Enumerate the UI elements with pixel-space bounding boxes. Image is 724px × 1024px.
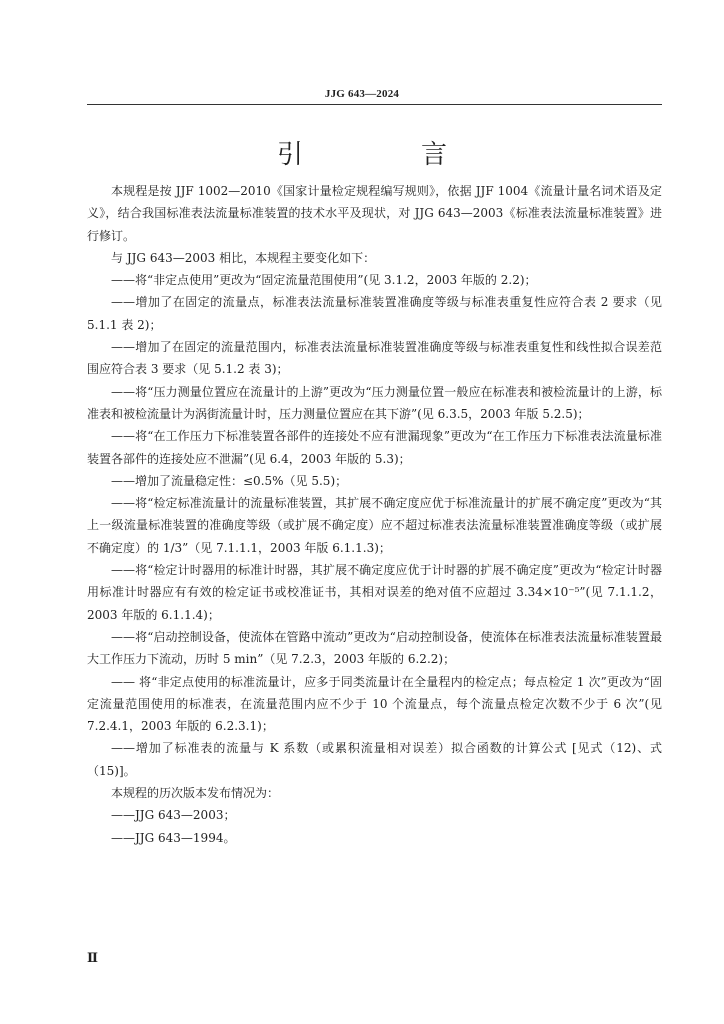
paragraph-change-10: —— 将“非定点使用的标准流量计，应多于同类流量计在全量程内的检定点；每点检定 1 次”更改为“固定流量范围使用的标准表，在流量范围内应不少于 10 个流量点，每个流量点检定次数不少于 6 次”(见 7.2.4.1，2003 年版的 6.2.3.1)； bbox=[87, 674, 662, 734]
paragraph-change-6: ——增加了流量稳定性：≤0.5%（见 5.5)； bbox=[111, 473, 348, 488]
paragraph-change-5: ——将“在工作压力下标准装置各部件的连接处不应有泄漏现象”更改为“在工作压力下标准表法流量标准装置各部件的连接处应不泄漏”(见 6.4，2003 年版的 5.3)； bbox=[87, 429, 662, 466]
paragraph-change-7: ——将“检定标准流量计的流量标准装置，其扩展不确定度应优于标准流量计的扩展不确定度”更改为“其上一级流量标准装置的准确度等级（或扩展不确定度）应不超过标准表法流量标准装置准确度等级（或扩展不确定度）的 1/3”（见 7.1.1.1，2003 年版 6.1.1.3)； bbox=[87, 496, 662, 555]
paragraph-change-8: ——将“检定计时器用的标准计时器，其扩展不确定度应优于计时器的扩展不确定度”更改为“检定计时器用标准计时器应有有效的检定证书或校准证书，其相对误差的绝对值不应超过 3.34×10⁻⁵”(见 7.1.1.2，2003 年版的 6.1.1.4)； bbox=[87, 563, 662, 622]
paragraph-change-11: ——增加了标准表的流量与 K 系数（或累积流量相对误差）拟合函数的计算公式 [见式（12)、式（15)]。 bbox=[87, 741, 662, 778]
paragraph-change-1: ——将“非定点使用”更改为“固定流量范围使用”(见 3.1.2，2003 年版的 2.2)； bbox=[111, 273, 537, 288]
paragraph-history-heading: 本规程的历次版本发布情况为： bbox=[111, 786, 280, 801]
paragraph-intro: 本规程是按 JJF 1002—2010《国家计量检定规程编写规则》，依据 JJF 1004《流量计量名词术语及定义》，结合我国标准表法流量标准装置的技术水平及现状，对 JJG 643—2003《标准表法流量标准装置》进行修订。 bbox=[87, 184, 662, 243]
paragraph-change-2: ——增加了在固定的流量点，标准表法流量标准装置准确度等级与标准表重复性应符合表 2 要求（见 5.1.1 表 2)； bbox=[87, 295, 662, 332]
paragraph-change-9: ——将“启动控制设备，使流体在管路中流动”更改为“启动控制设备，使流体在标准表法流量标准装置最大工作压力下流动，历时 5 min”（见 7.2.3，2003 年版的 6.2.2)； bbox=[87, 629, 662, 667]
page-number: Ⅱ bbox=[87, 950, 98, 965]
paragraph-history-1: ——JJG 643—2003； bbox=[111, 808, 236, 823]
standard-code-header: JJG 643—2024 bbox=[324, 88, 400, 100]
page-title: 引 言 bbox=[276, 140, 493, 170]
paragraph-change-3: ——增加了在固定的流量范围内，标准表法流量标准装置准确度等级与标准表重复性和线性拟合误差范围应符合表 3 要求（见 5.1.2 表 3)； bbox=[87, 340, 662, 377]
paragraph-history-2: ——JJG 643—1994。 bbox=[111, 830, 236, 845]
body-text bbox=[87, 180, 662, 849]
header-rule bbox=[87, 104, 662, 105]
paragraph-change-4: ——将“压力测量位置应在流量计的上游”更改为“压力测量位置一般应在标准表和被检流量计的上游，标准表和被检流量计为涡街流量计时，压力测量位置应在其下游”(见 6.3.5，2003 年版 5.2.5)； bbox=[87, 384, 662, 421]
paragraph-changes-heading: 与 JJG 643—2003 相比，本规程主要变化如下： bbox=[111, 250, 376, 265]
